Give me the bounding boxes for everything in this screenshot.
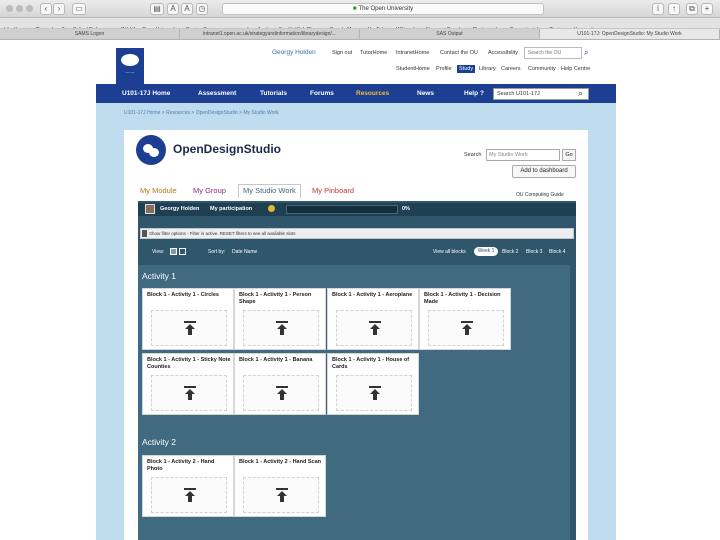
studio-slot-tile[interactable] xyxy=(327,353,419,415)
filter-toggle-icon[interactable] xyxy=(142,230,147,237)
nav-news[interactable]: News xyxy=(417,90,434,97)
browser-tab-active[interactable]: U101-17J: OpenDesignStudio: My Studio Work xyxy=(540,29,720,39)
upload-area[interactable] xyxy=(243,310,319,346)
view-all-blocks-link[interactable]: View all blocks xyxy=(433,249,466,255)
minimize-window-icon[interactable] xyxy=(16,5,23,12)
opendesignstudio-logo-icon xyxy=(136,135,166,165)
browser-toolbar xyxy=(0,0,720,18)
share-icon[interactable]: ↑ xyxy=(668,3,680,15)
filter-notice[interactable]: Show filter options - Filter is active. RESET filters to see all available slots xyxy=(140,228,574,239)
sub-link-library[interactable]: Library xyxy=(479,66,496,72)
forward-icon[interactable]: › xyxy=(53,3,65,15)
text-smaller-icon[interactable]: A xyxy=(167,3,179,15)
ods-title: OpenDesignStudio xyxy=(173,142,281,156)
info-icon[interactable]: i xyxy=(652,3,664,15)
upload-area[interactable] xyxy=(151,375,227,411)
accessibility-link[interactable]: Accessibility xyxy=(488,50,518,56)
nav-assessment[interactable]: Assessment xyxy=(198,90,237,97)
studio-slot-tile[interactable] xyxy=(327,288,419,350)
upload-icon[interactable] xyxy=(182,320,198,336)
tab-my-pinboard[interactable]: My Pinboard xyxy=(312,186,355,195)
tab-my-group[interactable]: My Group xyxy=(193,186,226,195)
slot-title: Block 1 - Activity 1 - Banana xyxy=(239,357,313,363)
signout-link[interactable]: Sign out xyxy=(332,50,353,56)
slot-title: Block 1 - Activity 1 - House of Cards xyxy=(332,357,410,370)
upload-icon[interactable] xyxy=(274,320,290,336)
tab-my-studio-work[interactable]: My Studio Work xyxy=(238,184,301,198)
upload-icon[interactable] xyxy=(182,487,198,503)
address-bar-text: The Open University xyxy=(358,6,414,12)
participation-user-name[interactable]: Georgy Holden xyxy=(160,206,200,212)
zoom-window-icon[interactable] xyxy=(26,5,33,12)
grid-view-icon[interactable] xyxy=(170,248,177,255)
upload-icon[interactable] xyxy=(274,385,290,401)
slot-title: Block 1 - Activity 2 - Hand Photo xyxy=(147,459,215,472)
search-icon[interactable]: ⌕ xyxy=(584,48,589,57)
module-search-icon[interactable]: ⌕ xyxy=(578,88,584,98)
print-icon[interactable]: ▤ xyxy=(150,3,164,15)
studio-slot-tile[interactable] xyxy=(142,455,234,517)
studio-slot-tile[interactable] xyxy=(234,288,326,350)
sort-options[interactable]: Date Name xyxy=(232,249,258,255)
computing-guide-link[interactable]: OU Computing Guide xyxy=(516,192,564,198)
participation-label: My participation xyxy=(210,206,253,212)
tabs-overview-icon[interactable]: ⧉ xyxy=(686,3,698,15)
contact-link[interactable]: Contact the OU xyxy=(440,50,478,56)
activity-2-title: Activity 2 xyxy=(142,437,177,447)
browser-tab[interactable]: intranet1.open.ac.uk/strategyandinformation/librarydesign/... xyxy=(180,29,360,39)
nav-tutorials[interactable]: Tutorials xyxy=(260,90,287,97)
breadcrumb[interactable]: U101-17J Home > Resources > OpenDesignStudio > My Studio Work xyxy=(124,110,279,116)
ods-search-label: Search xyxy=(464,152,482,158)
nav-help[interactable]: Help xyxy=(464,90,479,97)
text-larger-icon[interactable]: A xyxy=(181,3,193,15)
tutorhome-link[interactable]: TutorHome xyxy=(360,50,388,56)
sort-label: Sort by: xyxy=(208,249,226,255)
logo-mark-icon xyxy=(121,54,139,66)
participation-percent: 0% xyxy=(402,206,410,212)
ods-search-input[interactable]: My Studio Work xyxy=(486,149,560,161)
sub-link-study[interactable]: Study xyxy=(459,66,474,72)
browser-tab[interactable]: SAMS Logon xyxy=(0,29,180,39)
close-window-icon[interactable] xyxy=(6,5,13,12)
tab-my-module[interactable]: My Module xyxy=(140,186,177,195)
block-3-filter[interactable]: Block 3 xyxy=(526,249,543,255)
studio-slot-tile[interactable] xyxy=(234,455,326,517)
participation-emoji-icon xyxy=(268,205,275,212)
sidebar-icon[interactable]: ▭ xyxy=(72,3,86,15)
nav-module-home[interactable]: U101-17J Home xyxy=(122,90,171,97)
user-name-link[interactable]: Georgy Holden xyxy=(272,49,316,56)
upload-area[interactable] xyxy=(151,310,227,346)
help-question-icon[interactable]: ? xyxy=(480,90,484,97)
slot-title: Block 1 - Activity 1 - Sticky Note Counties xyxy=(147,357,231,370)
slot-title: Block 1 - Activity 2 - Hand Scan xyxy=(239,459,322,465)
slot-title: Block 1 - Activity 1 - Circles xyxy=(147,292,219,298)
lock-icon: ■ xyxy=(352,6,357,12)
nav-forums[interactable]: Forums xyxy=(310,90,334,97)
nav-resources[interactable]: Resources xyxy=(356,90,390,97)
sub-link-community[interactable]: Community xyxy=(528,66,556,72)
intranethome-link[interactable]: IntranetHome xyxy=(396,50,430,56)
slot-title: Block 1 - Activity 1 - Decision Made xyxy=(424,292,501,305)
upload-icon[interactable] xyxy=(367,385,383,401)
new-tab-icon[interactable]: + xyxy=(701,3,713,15)
upload-icon[interactable] xyxy=(367,320,383,336)
upload-area[interactable] xyxy=(336,310,412,346)
logo-wordmark-icon: — — xyxy=(125,69,135,74)
open-university-logo[interactable] xyxy=(116,48,144,84)
week-1-filter[interactable]: Week 1 xyxy=(474,247,498,256)
avatar[interactable] xyxy=(145,204,155,214)
sub-link-help-centre[interactable]: Help Centre xyxy=(561,66,591,72)
activity-1-title: Activity 1 xyxy=(142,271,177,281)
upload-icon[interactable] xyxy=(182,385,198,401)
list-view-icon[interactable] xyxy=(179,248,186,255)
sub-link-careers[interactable]: Careers xyxy=(501,66,521,72)
slot-title: Block 1 - Activity 1 - Aeroplane xyxy=(332,292,413,298)
bookmarks-bar xyxy=(0,18,720,29)
web-page xyxy=(0,40,720,540)
upload-icon[interactable] xyxy=(459,320,475,336)
studio-slot-tile[interactable] xyxy=(234,353,326,415)
studio-slot-tile[interactable] xyxy=(142,288,234,350)
go-button[interactable]: Go xyxy=(562,149,576,161)
add-to-dashboard-button[interactable]: Add to dashboard xyxy=(512,165,576,178)
history-icon[interactable]: ◷ xyxy=(196,3,208,15)
upload-area[interactable] xyxy=(151,477,227,513)
back-icon[interactable]: ‹ xyxy=(40,3,52,15)
module-search-input[interactable]: Search U101-17J xyxy=(493,88,589,100)
sub-link-studenthome[interactable]: StudentHome xyxy=(396,66,430,72)
browser-tab-bar xyxy=(0,29,720,40)
studio-slot-tile[interactable] xyxy=(419,288,511,350)
upload-area[interactable] xyxy=(428,310,504,346)
address-bar[interactable] xyxy=(222,3,544,15)
browser-tab[interactable]: SAS Output xyxy=(360,29,540,39)
upload-area[interactable] xyxy=(336,375,412,411)
upload-icon[interactable] xyxy=(274,487,290,503)
upload-area[interactable] xyxy=(243,375,319,411)
upload-area[interactable] xyxy=(243,477,319,513)
slot-title: Block 1 - Activity 1 - Person Shape xyxy=(239,292,312,305)
participation-progress xyxy=(286,205,398,214)
studio-slot-tile[interactable] xyxy=(142,353,234,415)
block-4-filter[interactable]: Block 4 xyxy=(549,249,566,255)
sub-link-profile[interactable]: Profile xyxy=(436,66,452,72)
block-2-filter[interactable]: Block 2 xyxy=(502,249,519,255)
ou-search-input[interactable]: Search the OU xyxy=(524,47,582,59)
view-label: View: xyxy=(152,249,165,255)
